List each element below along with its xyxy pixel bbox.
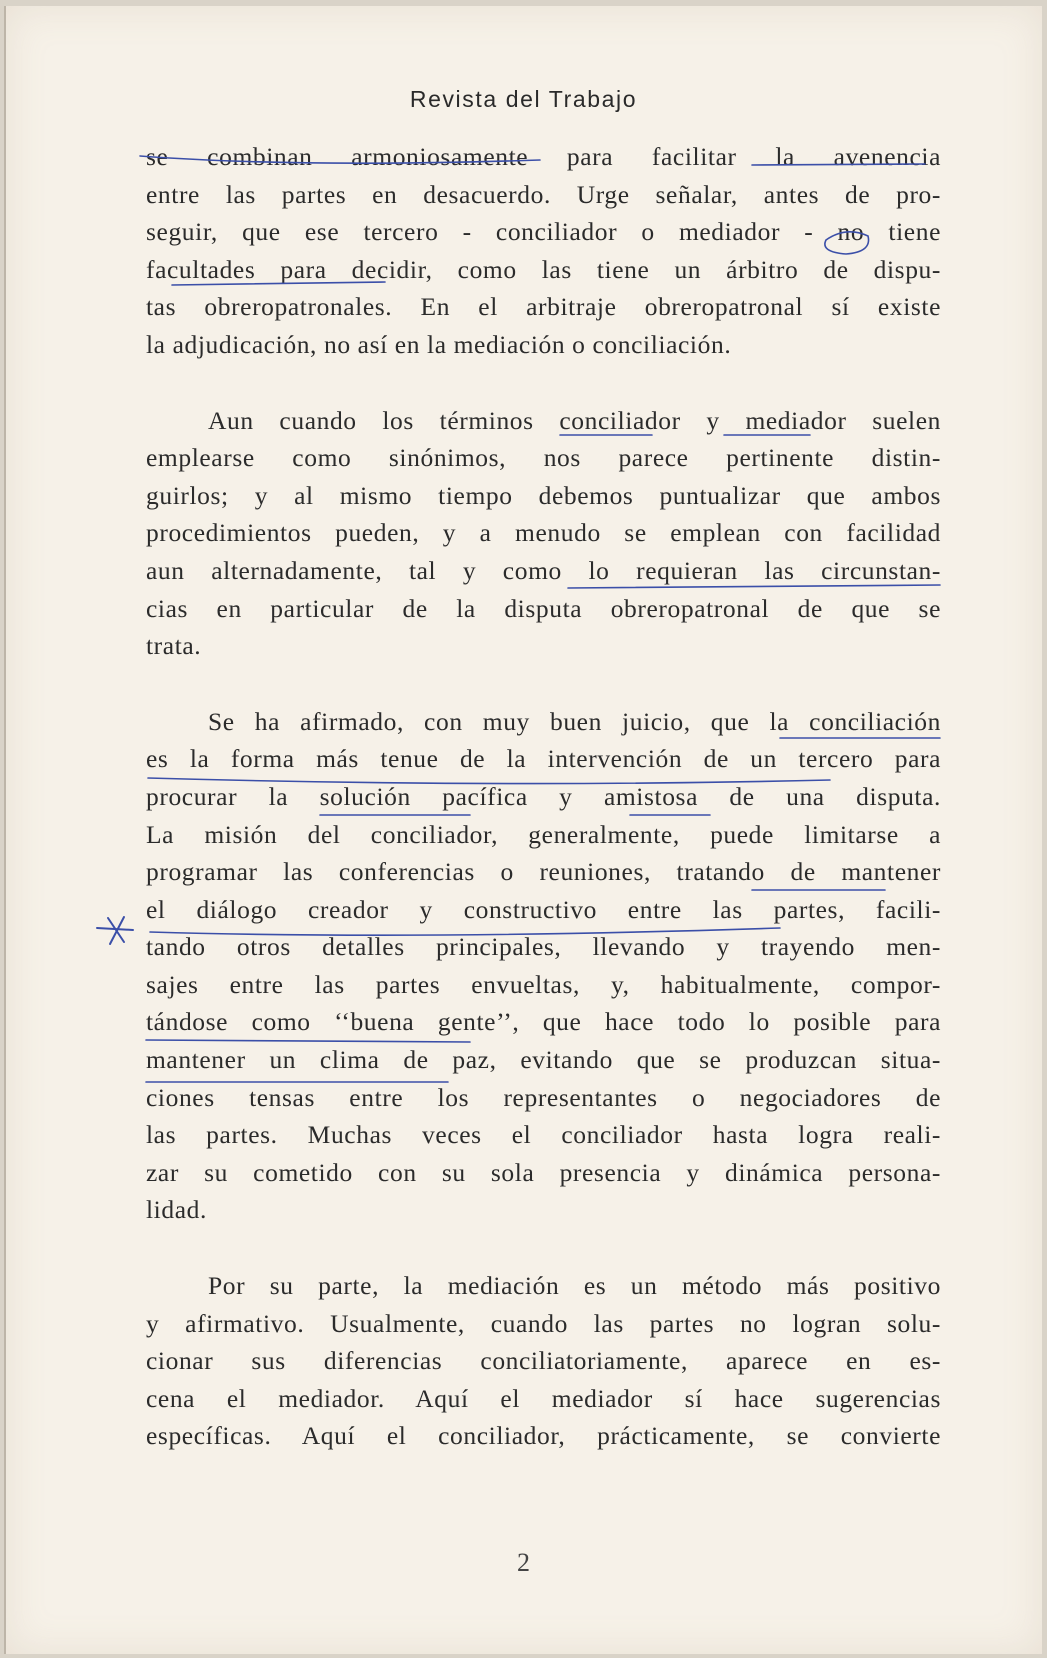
text-line: procurar la solución pacífica y amistosa de una disputa. xyxy=(146,781,941,811)
page-number: 2 xyxy=(517,1548,530,1577)
text-line: aun alternadamente, tal y como lo requieran las circunstan- xyxy=(146,555,941,585)
text-line: facultades para decidir, como las tiene un árbitro de dispu- xyxy=(146,254,941,284)
running-header: Revista del Trabajo xyxy=(409,86,638,112)
text-line: ciones tensas entre los representantes o negociadores de xyxy=(146,1082,941,1112)
text-line: Por su parte, la mediación es un método más positivo xyxy=(208,1271,941,1301)
text-line: mantener un clima de paz, evitando que se produzcan situa- xyxy=(146,1045,941,1075)
text-line: cias en particular de la disputa obreropatronal de que se xyxy=(146,593,941,623)
paragraph-1 xyxy=(146,138,941,364)
text-line: cena el mediador. Aquí el mediador sí hace sugerencias xyxy=(146,1383,941,1413)
text-line: sajes entre las partes envueltas, y, habitualmente, compor- xyxy=(146,969,941,999)
text-line: procedimientos pueden, y a menudo se emplean con facilidad xyxy=(146,518,941,548)
body-text xyxy=(146,138,941,1455)
text-line: trata. xyxy=(146,631,202,661)
text-line: zar su cometido con su sola presencia y dinámica persona- xyxy=(146,1157,941,1187)
text-line: tando otros detalles principales, llevando y trayendo men- xyxy=(146,932,941,962)
text-line: específicas. Aquí el conciliador, prácticamente, se convierte xyxy=(146,1421,941,1451)
text-line: seguir, que ese tercero - conciliador o mediador - no tiene xyxy=(146,217,941,247)
text-line: Se ha afirmado, con muy buen juicio, que la conciliación xyxy=(208,706,941,736)
text-line: lidad. xyxy=(146,1195,207,1225)
text-line: Aun cuando los términos conciliador y mediador suelen xyxy=(208,405,941,435)
paragraph-3 xyxy=(146,703,941,1229)
text-line: programar las conferencias o reuniones, tratando de mantener xyxy=(146,857,941,887)
text-line: guirlos; y al mismo tiempo debemos puntualizar que ambos xyxy=(146,480,941,510)
paragraph-4 xyxy=(146,1267,941,1455)
text-line: tándose como ‘‘buena gente’’, que hace todo lo posible para xyxy=(146,1007,941,1037)
text-line: se combinan armoniosamente para facilitar la avenencia xyxy=(146,142,941,171)
text-line: la adjudicación, no así en la mediación o conciliación. xyxy=(146,329,732,359)
text-line: cionar sus diferencias conciliatoriamente, aparece en es- xyxy=(146,1346,941,1376)
text-line: tas obreropatronales. En el arbitraje obreropatronal sí existe xyxy=(146,292,941,322)
paragraph-2 xyxy=(146,402,941,665)
text-line: entre las partes en desacuerdo. Urge señalar, antes de pro- xyxy=(146,179,941,209)
text-line: es la forma más tenue de la intervención de un tercero para xyxy=(146,744,941,774)
text-line: las partes. Muchas veces el conciliador hasta logra reali- xyxy=(146,1120,941,1150)
text-line: y afirmativo. Usualmente, cuando las partes no logran solu- xyxy=(146,1308,941,1338)
text-line: el diálogo creador y constructivo entre las partes, facili- xyxy=(146,894,941,924)
text-line: La misión del conciliador, generalmente, puede limitarse a xyxy=(146,819,941,849)
text-line: emplearse como sinónimos, nos parece pertinente distin- xyxy=(146,443,941,473)
